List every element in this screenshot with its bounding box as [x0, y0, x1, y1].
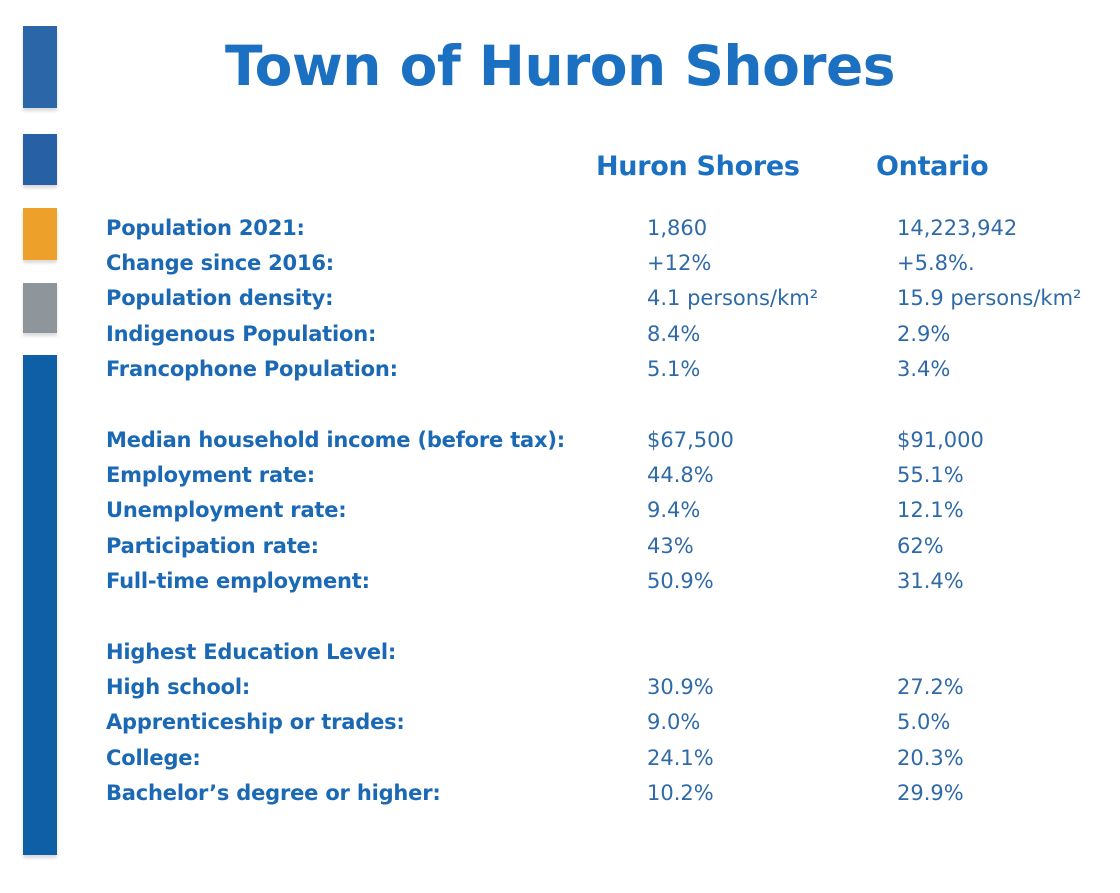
stat-value-ontario: 14,223,942	[897, 216, 1018, 240]
stat-value-ontario: 2.9%	[897, 322, 951, 346]
stat-value-huron-shores: $67,500	[647, 428, 734, 452]
stat-value-huron-shores: 24.1%	[647, 746, 714, 770]
stat-value-ontario: 5.0%	[897, 710, 951, 734]
education-heading: Highest Education Level:	[106, 640, 397, 664]
stat-value-ontario: 62%	[897, 534, 944, 558]
stat-row-unemployment-rate	[106, 498, 1106, 532]
stat-label: Change since 2016:	[106, 251, 334, 275]
stat-row-apprenticeship	[106, 710, 1106, 744]
stat-value-huron-shores: 1,860	[647, 216, 708, 240]
stat-label: Unemployment rate:	[106, 498, 347, 522]
stat-label: Bachelor’s degree or higher:	[106, 781, 441, 805]
column-header-ontario: Ontario	[876, 151, 989, 182]
stat-row-population-density	[106, 286, 1106, 320]
decorative-bar-gray	[23, 283, 57, 333]
stat-label: Apprenticeship or trades:	[106, 710, 405, 734]
stat-row-francophone-population	[106, 357, 1106, 391]
stat-value-huron-shores: 9.0%	[647, 710, 701, 734]
stat-value-huron-shores: 4.1 persons/km²	[647, 286, 819, 310]
stat-value-ontario: +5.8%.	[897, 251, 975, 275]
stat-label: High school:	[106, 675, 251, 699]
stat-label: Population density:	[106, 286, 334, 310]
stat-row-indigenous-population	[106, 322, 1106, 356]
stat-value-huron-shores: +12%	[647, 251, 712, 275]
stat-value-ontario: 12.1%	[897, 498, 964, 522]
stat-value-huron-shores: 30.9%	[647, 675, 714, 699]
stat-value-huron-shores: 10.2%	[647, 781, 714, 805]
stat-value-ontario: 3.4%	[897, 357, 951, 381]
stat-value-ontario: 27.2%	[897, 675, 964, 699]
column-header-huron-shores: Huron Shores	[596, 151, 800, 182]
stat-label: Full-time employment:	[106, 569, 370, 593]
stat-label: Indigenous Population:	[106, 322, 377, 346]
decorative-bar-orange	[23, 208, 57, 260]
stat-label: Median household income (before tax):	[106, 428, 565, 452]
stat-label: Participation rate:	[106, 534, 319, 558]
stat-label: Francophone Population:	[106, 357, 398, 381]
decorative-bar-blue-long	[23, 355, 57, 855]
stat-row-bachelors-degree	[106, 781, 1106, 815]
page-title: Town of Huron Shores	[224, 34, 896, 98]
stat-row-employment-rate	[106, 463, 1106, 497]
stat-label: College:	[106, 746, 201, 770]
decorative-bar-blue	[23, 134, 57, 185]
stat-value-huron-shores: 43%	[647, 534, 694, 558]
stat-row-participation-rate	[106, 534, 1106, 568]
stat-label: Employment rate:	[106, 463, 316, 487]
stat-label: Population 2021:	[106, 216, 305, 240]
stat-value-ontario: 29.9%	[897, 781, 964, 805]
stat-value-ontario: 55.1%	[897, 463, 964, 487]
stat-row-high-school	[106, 675, 1106, 709]
stat-value-huron-shores: 50.9%	[647, 569, 714, 593]
stat-value-ontario: 15.9 persons/km²	[897, 286, 1082, 310]
stat-value-ontario: 31.4%	[897, 569, 964, 593]
stat-row-population-2021	[106, 216, 1106, 250]
stat-row-full-time-employment	[106, 569, 1106, 603]
stat-row-change-since-2016	[106, 251, 1106, 285]
stat-value-huron-shores: 44.8%	[647, 463, 714, 487]
stat-value-huron-shores: 5.1%	[647, 357, 701, 381]
stat-value-huron-shores: 9.4%	[647, 498, 701, 522]
education-heading-row	[106, 640, 1106, 674]
stat-value-huron-shores: 8.4%	[647, 322, 701, 346]
stat-value-ontario: $91,000	[897, 428, 984, 452]
stat-row-college	[106, 746, 1106, 780]
stat-value-ontario: 20.3%	[897, 746, 964, 770]
stat-row-median-household-income	[106, 428, 1106, 462]
